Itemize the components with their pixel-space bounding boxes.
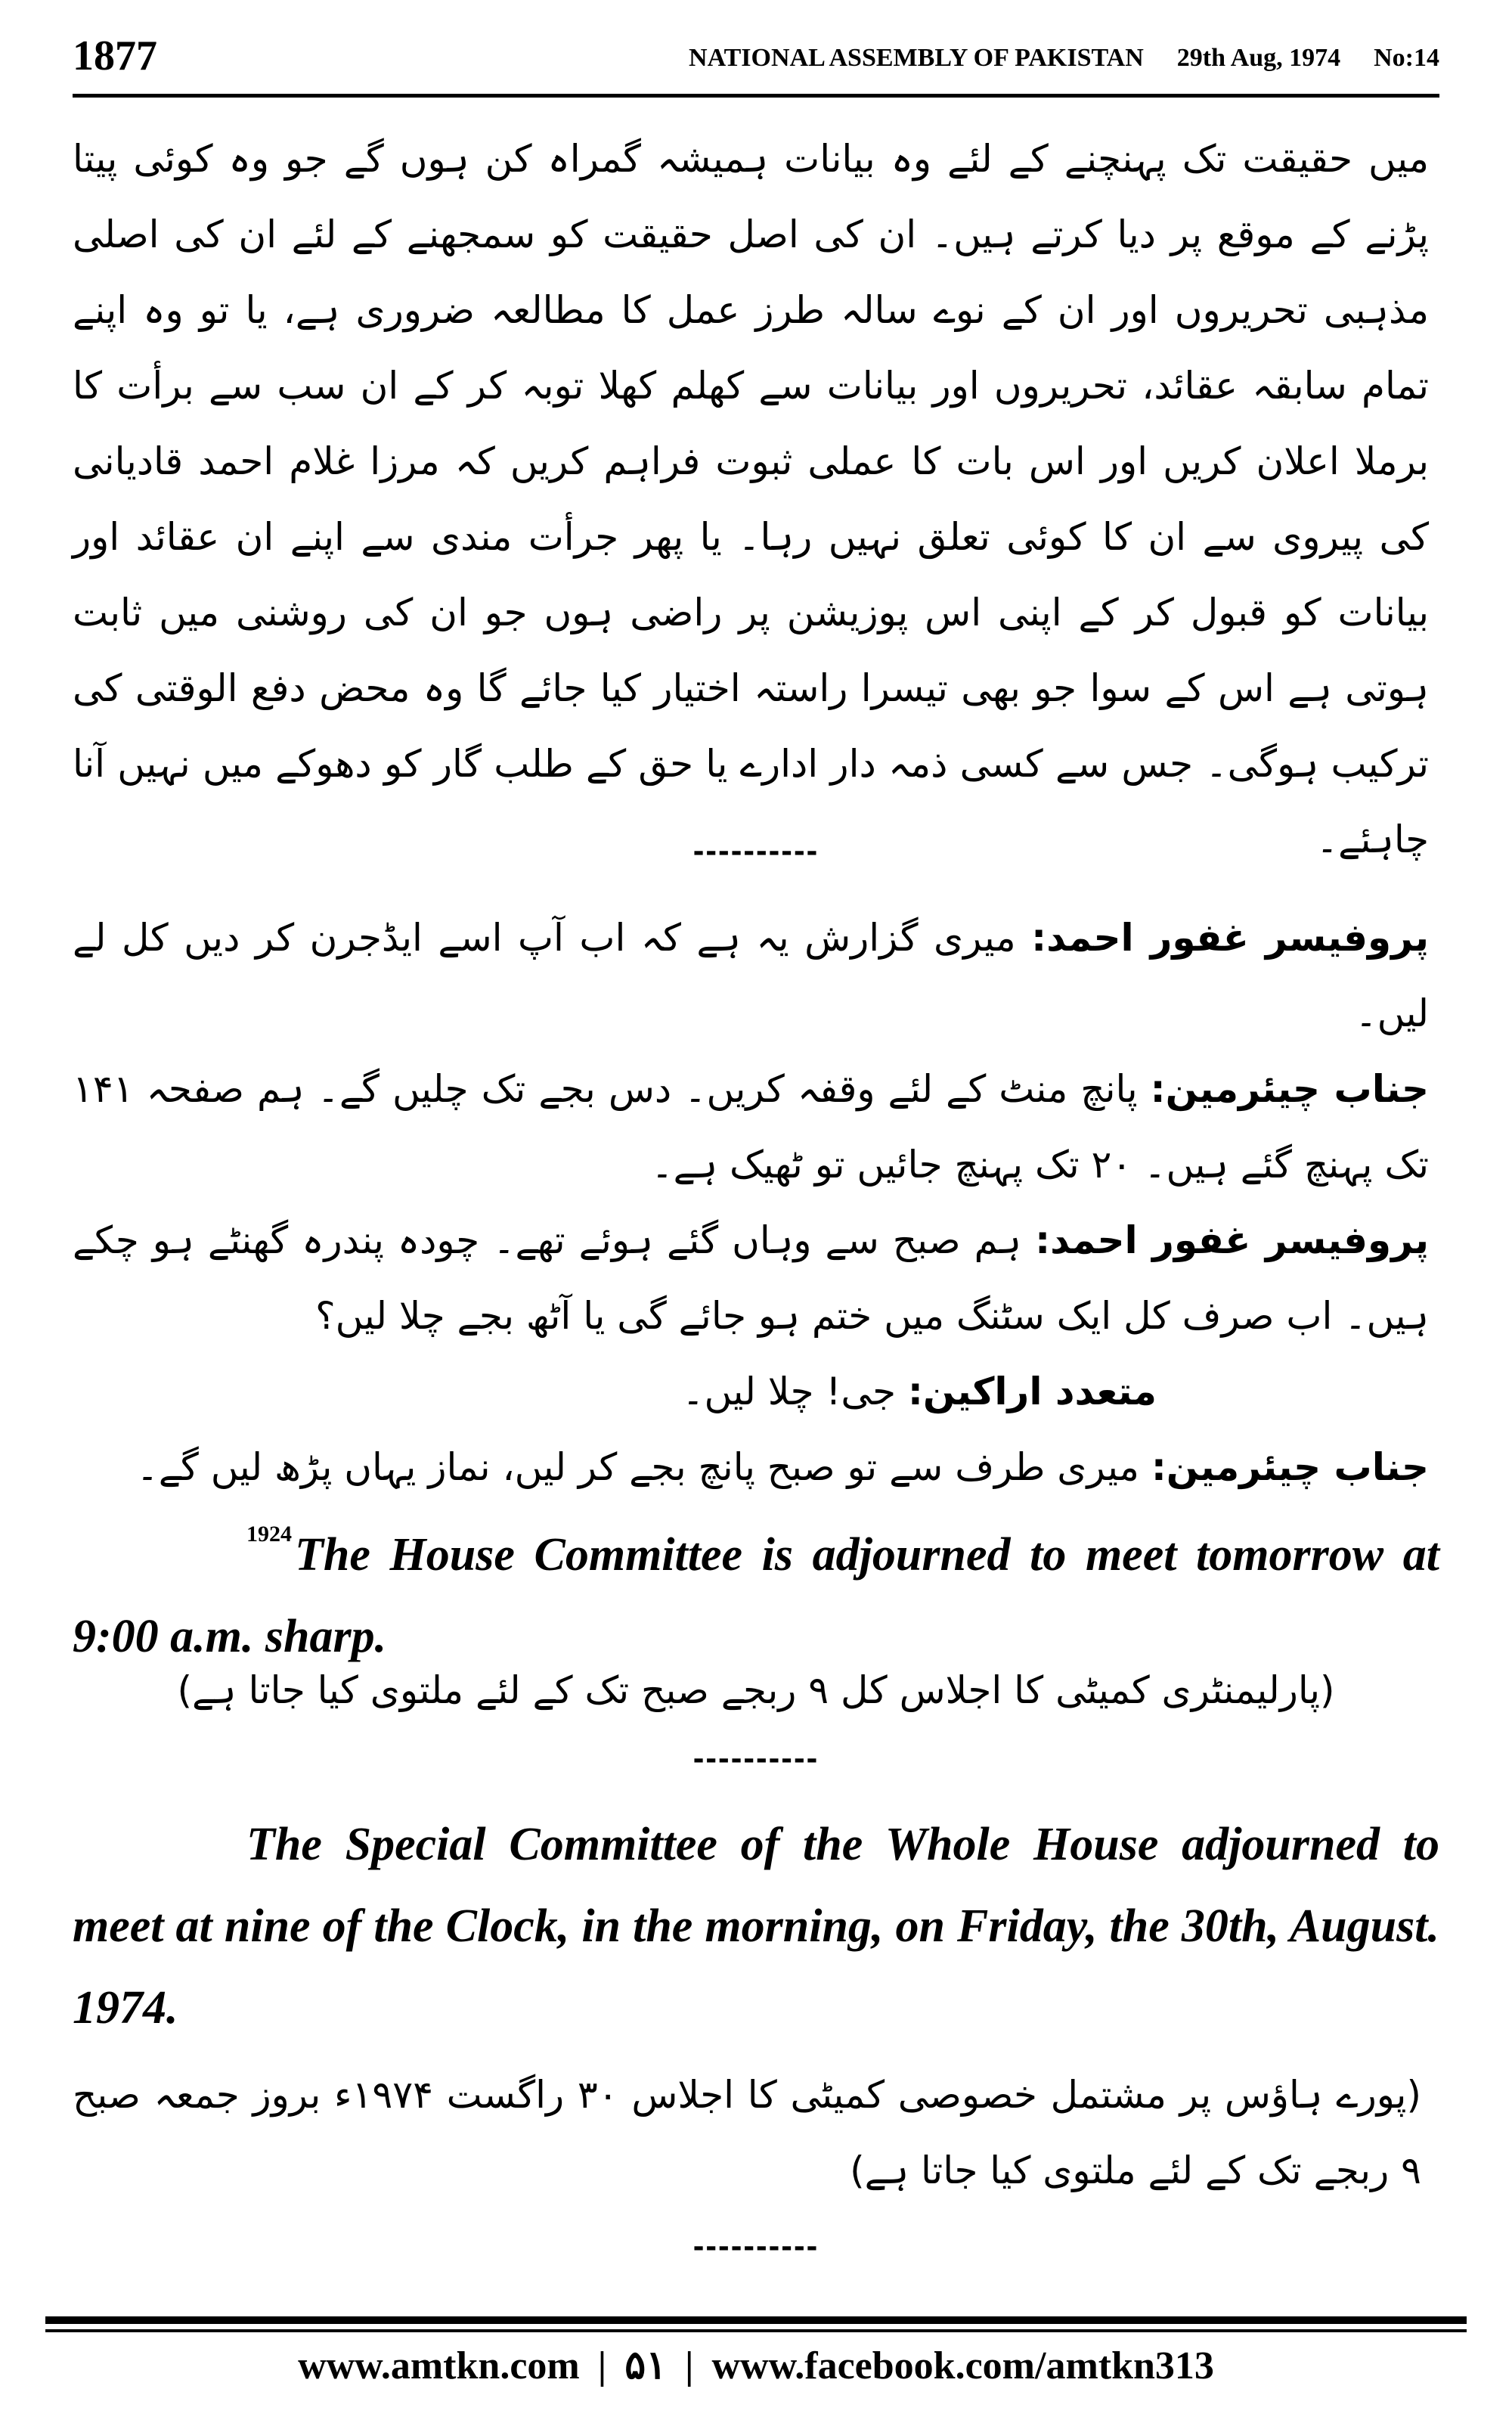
- website-link[interactable]: www.amtkn.com: [298, 2344, 580, 2387]
- dialogue-line: [73, 900, 1429, 1051]
- speaker-name: پروفیسر غفور احمد:: [1031, 916, 1429, 960]
- header-info: [689, 44, 1439, 73]
- page-footer: [45, 2343, 1467, 2396]
- publication-title: NATIONAL ASSEMBLY OF PAKISTAN: [689, 44, 1144, 72]
- footer-divider: |: [597, 2344, 607, 2387]
- speaker-name: پروفیسر غفور احمد:: [1035, 1218, 1429, 1262]
- dialogue-line: [73, 1202, 1429, 1354]
- page-header: [73, 27, 1439, 98]
- footer-page-number: ۵۱: [624, 2344, 668, 2387]
- footer-rule: [45, 2329, 1467, 2332]
- dialogue-text: پانچ منٹ کے لئے وقفہ کریں۔ دس بجے تک چلیں گے۔ ہم صفحہ ۱۴۱ تک پہنچ گئے ہیں۔ ۲۰ تک پہنچ جائیں تو ٹھیک ہے۔: [73, 1067, 1429, 1187]
- special-committee-notice-urdu: [73, 2057, 1421, 2208]
- dialogue-line: [73, 1354, 1429, 1429]
- speaker-name: جناب چیئرمین:: [1151, 1445, 1429, 1489]
- urdu-paragraph: [73, 121, 1429, 861]
- footnote-reference: 1924: [246, 1522, 292, 1547]
- adjournment-notice-english: [73, 1494, 1439, 1677]
- special-committee-text: The Special Committee of the Whole House adjourned to meet at nine of the Clock, in the morning, on Friday, the 30th, August. 1974.: [73, 1819, 1439, 2034]
- adjournment-text: The House Committee is adjourned to meet tomorrow at 9:00 a.m. sharp.: [73, 1529, 1439, 1662]
- speaker-name: جناب چیئرمین:: [1150, 1067, 1429, 1111]
- special-committee-notice-english: [73, 1804, 1439, 2049]
- dialogue-text: جی! چلا لیں۔: [682, 1370, 897, 1413]
- facebook-link[interactable]: www.facebook.com/amtkn313: [711, 2344, 1214, 2387]
- dialogue: [73, 900, 1429, 1505]
- issue-number: No:14: [1374, 44, 1439, 72]
- page-number: 1877: [73, 33, 157, 79]
- dialogue-text: میری گزارش یہ ہے کہ اب آپ اسے ایڈجرن کر دیں کل لے لیں۔: [73, 916, 1429, 1035]
- footer-rule: [45, 2316, 1467, 2324]
- urdu-paragraph-text: میں حقیقت تک پہنچنے کے لئے وہ بیانات ہمیشہ گمراہ کن ہوں گے جو وہ کوئی پیتا پڑنے کے موقع پر دیا کرتے ہیں۔ ان کی اصل حقیقت کو سمجھنے کے لئے ان کی اصلی مذہبی تحریروں اور ان کے نوے سالہ طرز عمل کا مطالعہ ضروری ہے، یا تو وہ اپنے تمام سابقہ عقائد، تحریروں اور بیانات سے کھلم کھلا توبہ کر کے ان سب سے برأت کا برملا اعلان کریں اور اس بات کا عملی ثبوت فراہم کریں کہ مرزا غلام احمد قادیانی کی پیروی سے ان کا کوئی تعلق نہیں رہا۔ یا پھر جرأت مندی سے اپنے ان عقائد اور بیانات کو قبول کر کے اپنی اس پوزیشن پر راضی ہوں جو ان کی روشنی میں ثابت ہوتی ہے اس کے سوا جو بھی تیسرا راستہ اختیار کیا جائے گا وہ محض دفع الوقتی کی ترکیب ہوگی۔ جس سے کسی ذمہ دار ادارے یا حق کے طلب گار کو دھوکے میں نہیں آنا چاہئے۔: [73, 137, 1429, 861]
- adjournment-notice-urdu: (پارلیمنٹری کمیٹی کا اجلاس کل ۹ ربجے صبح تک کے لئے ملتوی کیا جاتا ہے): [177, 1668, 1335, 1712]
- footer-divider: |: [685, 2344, 694, 2387]
- separator: ----------: [692, 832, 820, 869]
- special-committee-urdu-text: (پورے ہاؤس پر مشتمل خصوصی کمیٹی کا اجلاس ۳۰ راگست ۱۹۷۴ء بروز جمعہ صبح ۹ ربجے تک کے لئے ملتوی کیا جاتا ہے): [73, 2073, 1421, 2192]
- dialogue-line: [73, 1051, 1429, 1202]
- separator: ----------: [692, 1739, 820, 1776]
- header-date: 29th Aug, 1974: [1176, 44, 1341, 72]
- speaker-name: متعدد اراکین:: [907, 1370, 1157, 1413]
- dialogue-text: ہم صبح سے وہاں گئے ہوئے تھے۔ چودہ پندرہ گھنٹے ہو چکے ہیں۔ اب صرف کل ایک سٹنگ میں ختم ہو جائے گی یا آٹھ بجے چلا لیں؟: [73, 1218, 1429, 1338]
- dialogue-text: میری طرف سے تو صبح پانچ بجے کر لیں، نماز یہاں پڑھ لیں گے۔: [136, 1445, 1139, 1489]
- separator: ----------: [692, 2227, 820, 2264]
